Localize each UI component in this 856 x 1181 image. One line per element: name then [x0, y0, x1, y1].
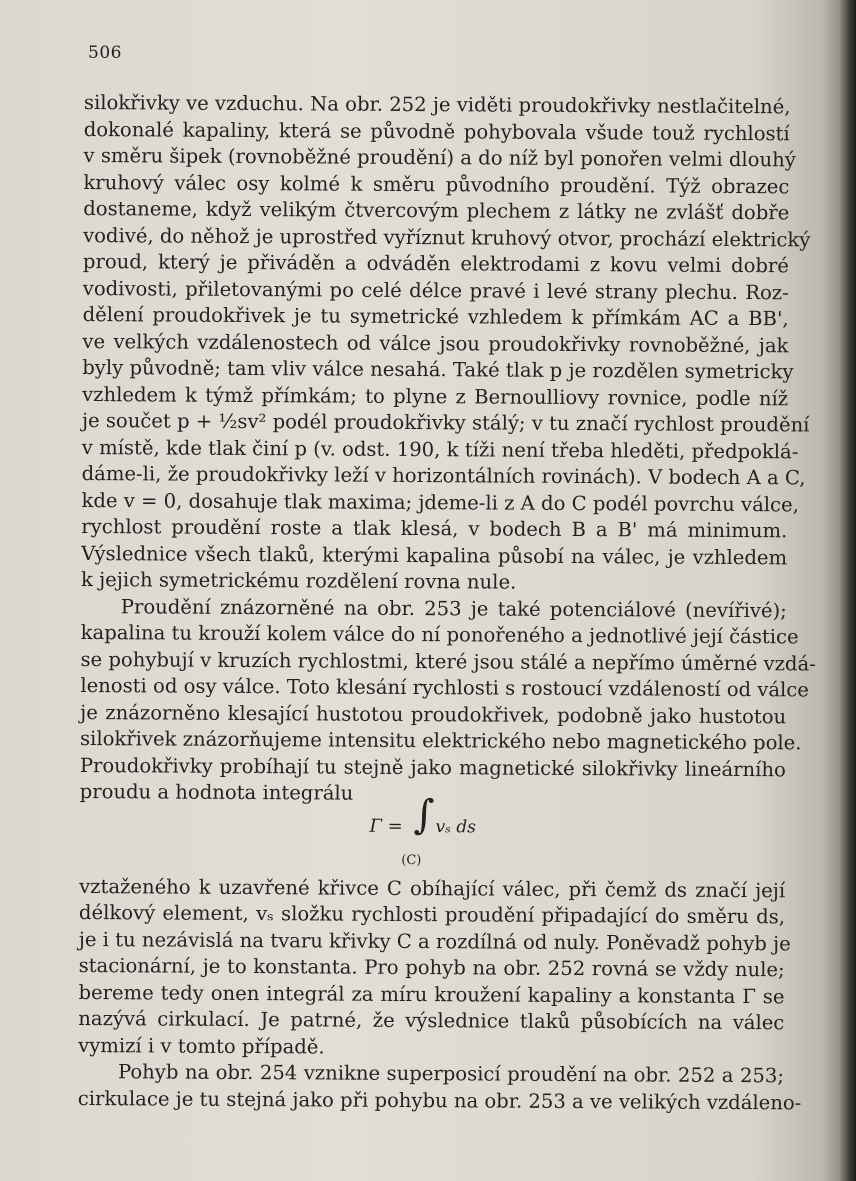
- text-line: cirkulace je tu stejná jako při pohybu na obr. 253 a ve velikých vzdáleno-: [77, 1086, 802, 1114]
- text-line: vodivosti, přiletovanými po celé délce pravé i levé strany plechu. Roz-: [82, 276, 789, 304]
- text-line: kapalina tu krouží kolem válce do ní ponořeného a jednotlivé její částice: [80, 620, 799, 649]
- text-line: bereme tedy onen integrál za míru kroužení kapaliny a konstanta Γ se: [78, 980, 785, 1008]
- body-text: [77, 90, 816, 1116]
- text-line: v místě, kde tlak činí p (v. odst. 190, k tíži není třeba hleděti, předpoklá-: [81, 435, 799, 463]
- text-line: ve velkých vzdálenostech od válce jsou proudokřivky rovnoběžné, jak: [82, 329, 789, 357]
- text-line: vztaženého k uzavřené křivce C obíhající válec, při čemž ds značí její: [79, 874, 786, 902]
- text-line: dostaneme, když velikým čtvercovým plechem z látky ne zvlášť dobře: [83, 196, 790, 225]
- formula-contour: (C): [401, 852, 422, 868]
- text-line: dáme-li, že proudokřivky leží v horizontálních rovinách). V bodech A a C,: [81, 461, 806, 490]
- text-line: lenosti od osy válce. Toto klesání rychlosti s rostoucí vzdáleností od válce: [80, 673, 809, 702]
- text-line: Pohyb na obr. 254 vznikne superposicí proudění na obr. 252 a 253;: [117, 1060, 785, 1088]
- text-line: kde v = 0, dosahuje tlak maxima; jdeme-li z A do C podél povrchu válce,: [81, 488, 799, 516]
- text-line: dělení proudokřivek je tu symetrické vzhledem k přímkám AC a BB',: [82, 302, 789, 331]
- text-line: Proudění znázorněné na obr. 253 je také potenciálové (nevířivé);: [120, 594, 787, 622]
- page-number: 506: [88, 43, 122, 63]
- formula-lhs: Γ =: [369, 815, 403, 837]
- text-line: je i tu nezávislá na tvaru křivky C a rozdílná od nuly. Poněvadž pohyb je: [78, 927, 791, 955]
- text-line: k jejich symetrickému rozdělení rovna nule.: [80, 567, 517, 594]
- text-line: rychlost proudění roste a tlak klesá, v bodech B a B' má minimum.: [81, 514, 788, 543]
- text-line: byly původně; tam vliv válce nesahá. Také tlak p je rozdělen symetricky: [82, 355, 794, 384]
- formula-integrand: vₛ ds: [435, 816, 476, 837]
- text-line: vymizí i v tomto případě.: [78, 1033, 325, 1058]
- text-line: proud, který je přiváděn a odváděn elektrodami z kovu velmi dobré: [82, 249, 790, 278]
- text-line: silokřivky ve vzduchu. Na obr. 252 je viděti proudokřivky nestlačitelné,: [83, 90, 791, 119]
- integral-sign: ∫: [413, 791, 435, 838]
- text-line: proudu a hodnota integrálu: [79, 779, 354, 805]
- text-line: silokřivek znázorňujeme intensitu elektrického nebo magnetického pole.: [79, 726, 802, 755]
- text-line: v směru šipek (rovnoběžné proudění) a do níž byl ponořen velmi dlouhý: [83, 143, 796, 172]
- text-line: vodivé, do něhož je uprostřed vyříznut kruhový otvor, prochází elektrický: [83, 223, 811, 251]
- book-spine: [840, 0, 856, 1181]
- text-line: Proudokřivky probíhají tu stejně jako magnetické silokřivky lineárního: [79, 753, 786, 781]
- text-line: kruhový válec osy kolmé k směru původního proudění. Týž obrazec: [83, 170, 790, 198]
- text-line: vzhledem k týmž přímkám; to plyne z Bernoulliovy rovnice, podle níž: [82, 382, 789, 410]
- text-line: Výslednice všech tlaků, kterými kapalina působí na válec, je vzhledem: [81, 541, 788, 569]
- text-line: dokonalé kapaliny, která se původně pohybovala všude touž rychlostí: [83, 117, 790, 145]
- text-line: je součet p + ½sv² podél proudokřivky stálý; v tu značí rychlost proudění: [81, 408, 810, 437]
- text-line: je znázorněno klesající hustotou proudokřivek, podobně jako hustotou: [80, 700, 787, 728]
- text-line: stacionární, je to konstanta. Pro pohyb na obr. 252 rovná se vždy nule;: [78, 953, 785, 982]
- text-line: délkový element, vₛ složku rychlosti proudění připadající do směru ds,: [78, 900, 786, 929]
- text-line: se pohybují v kruzích rychlostmi, které jsou stálé a nepřímo úměrné vzdá-: [80, 647, 816, 675]
- text-line: nazývá cirkulací. Je patrné, že výslednice tlaků působících na válec: [78, 1006, 785, 1035]
